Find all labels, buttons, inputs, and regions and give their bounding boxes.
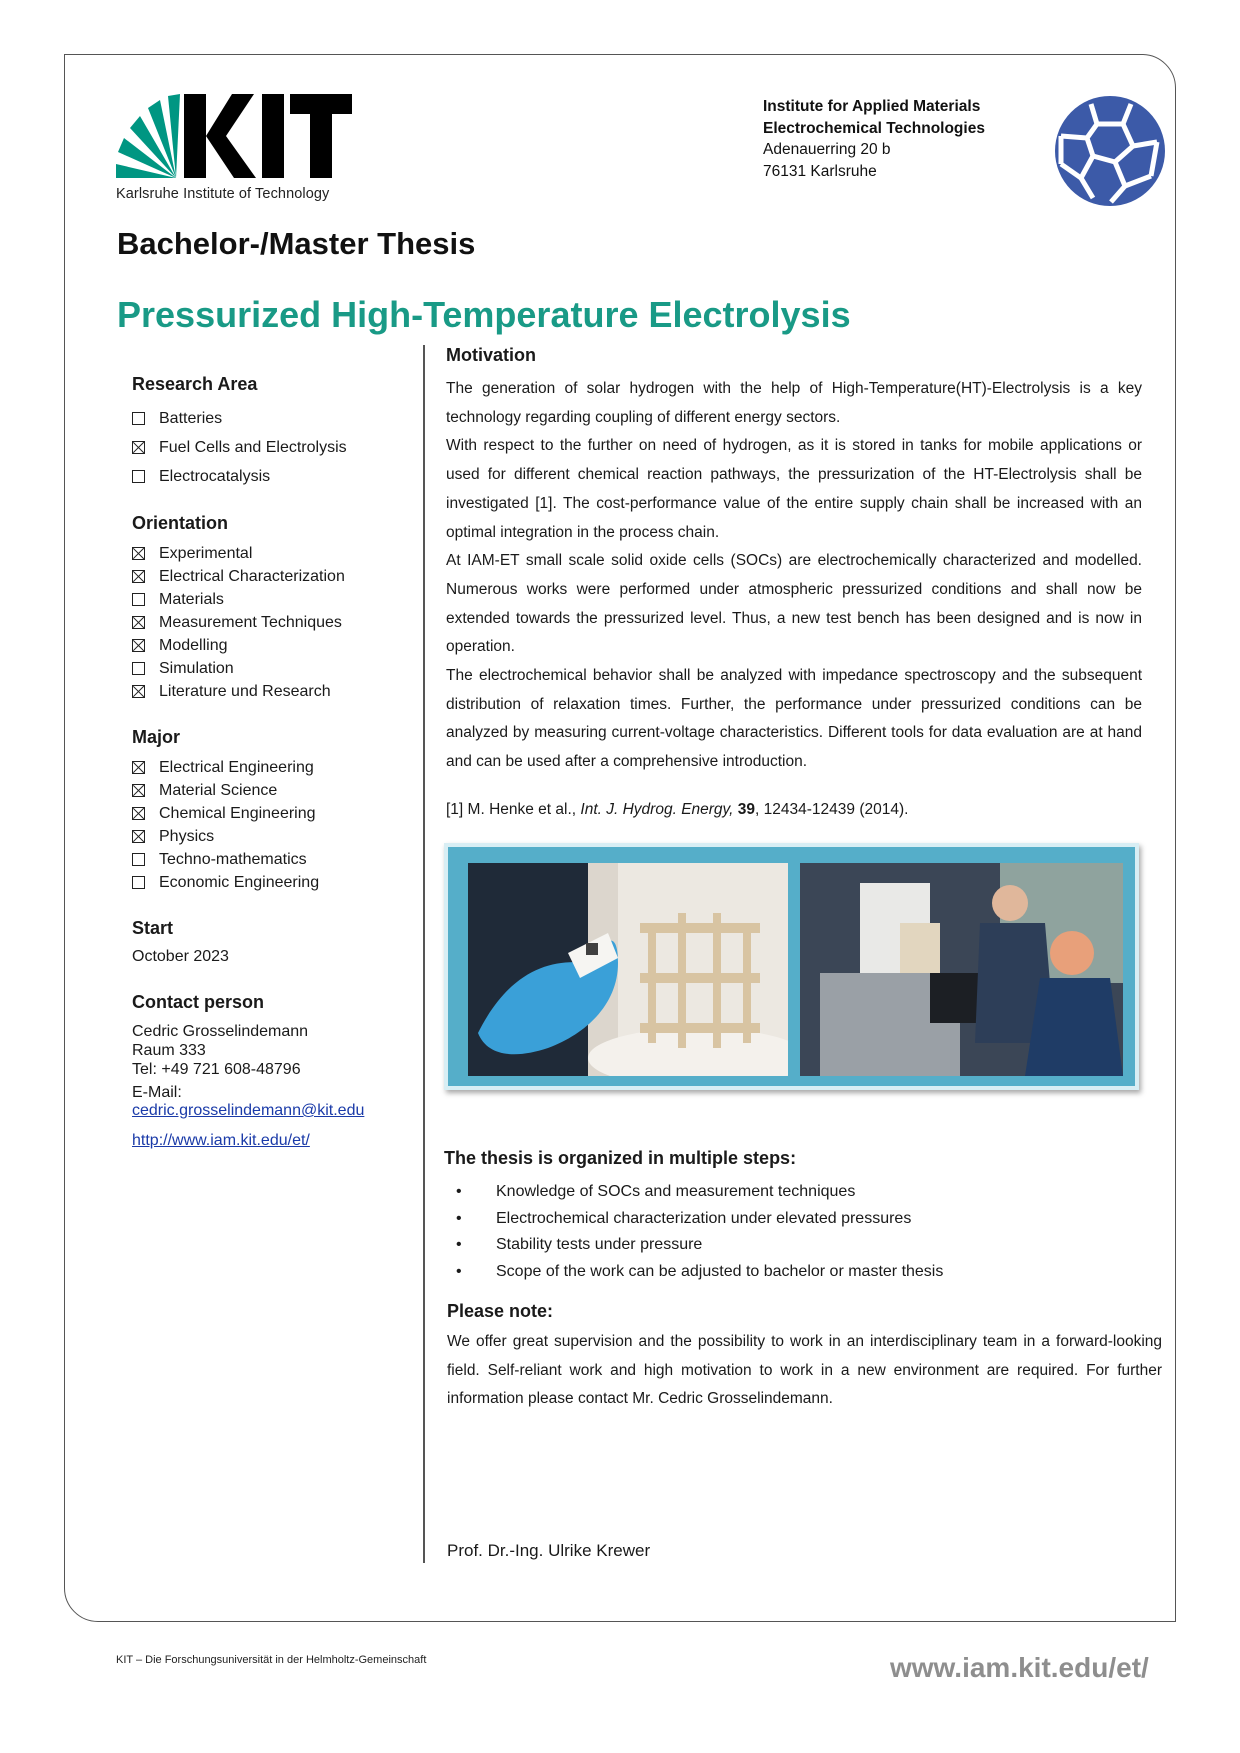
reference-authors: [1] M. Henke et al., [446, 800, 581, 818]
checkbox-checked [132, 784, 145, 797]
motivation-paragraph: With respect to the further on need of hydrogen, as it is stored in tanks for mobile applications or used for different chemical reaction pathways, the pressurization of the HT-Electrolysis shall be investigated [1]. The cost-performance value of the entire supply chain shall be increased with an optimal integration in the process chain. [446, 437, 1142, 541]
checkbox-label: Batteries [159, 409, 223, 427]
list-item [132, 588, 422, 611]
list-item: • Knowledge of SOCs and measurement techniques [444, 1179, 1140, 1206]
checkbox-checked [132, 685, 145, 698]
reference [446, 801, 1142, 819]
major-list [132, 756, 422, 894]
start-date: October 2023 [132, 948, 229, 965]
steps-section [444, 1148, 1140, 1286]
list-item [132, 680, 422, 703]
checkbox-label: Material Science [159, 781, 278, 799]
list-item [132, 462, 422, 491]
orientation-list [132, 542, 422, 703]
checkbox-label: Literature und Research [159, 682, 331, 700]
list-item: • Scope of the work can be adjusted to bachelor or master thesis [444, 1259, 1140, 1286]
motivation-paragraph: At IAM-ET small scale solid oxide cells (SOCs) are electrochemically characterized and modelled. Numerous works were performed under atmospheric pressurized conditions and shall now be extended towards the pressurized level. Thus, a new test bench has been designed and is now in operation. [446, 552, 1142, 656]
checkbox-unchecked [132, 662, 145, 675]
research-area-section [132, 374, 422, 491]
checkbox-label: Chemical Engineering [159, 804, 316, 822]
major-section [132, 727, 422, 894]
steps-title: The thesis is organized in multiple steps: [444, 1148, 797, 1168]
orientation-section [132, 513, 422, 703]
list-item [132, 871, 422, 894]
institute-department: Electrochemical Technologies [763, 119, 985, 137]
contact-name: Cedric Grosselindemann [132, 1023, 309, 1040]
orientation-title: Orientation [132, 513, 229, 533]
website-link[interactable]: http://www.iam.kit.edu/et/ [132, 1132, 310, 1149]
checkbox-label: Experimental [159, 544, 253, 562]
list-item [132, 565, 422, 588]
list-item [132, 433, 422, 462]
contact-title: Contact person [132, 992, 265, 1012]
list-item [132, 825, 422, 848]
note-section [447, 1301, 1162, 1414]
lab-photo [800, 863, 1123, 1076]
steps-list [444, 1179, 1140, 1286]
sample-photo [468, 863, 788, 1076]
research-area-list [132, 404, 422, 491]
email-label: E-Mail: [132, 1084, 182, 1101]
contact-room: Raum 333 [132, 1042, 206, 1059]
motivation-section [446, 345, 1142, 819]
list-item [132, 657, 422, 680]
motivation-title: Motivation [446, 345, 536, 365]
checkbox-unchecked [132, 876, 145, 889]
checkbox-checked [132, 639, 145, 652]
reference-volume: 39 [737, 800, 756, 818]
research-area-title: Research Area [132, 374, 258, 394]
checkbox-label: Measurement Techniques [159, 613, 342, 631]
start-section [132, 918, 422, 966]
column-divider [423, 345, 425, 1563]
list-item [132, 404, 422, 433]
footer-tagline: KIT – Die Forschungsuniversität in der Helmholtz-Gemeinschaft [116, 1654, 427, 1666]
list-item: • Stability tests under pressure [444, 1232, 1140, 1259]
checkbox-unchecked [132, 412, 145, 425]
checkbox-checked [132, 570, 145, 583]
checkbox-label: Electrical Engineering [159, 758, 314, 776]
checkbox-label: Materials [159, 590, 224, 608]
note-title: Please note: [447, 1301, 554, 1321]
checkbox-checked [132, 830, 145, 843]
institute-address [763, 96, 985, 182]
checkbox-label: Simulation [159, 659, 234, 677]
institute-city: 76131 Karlsruhe [763, 162, 877, 180]
checkbox-unchecked [132, 593, 145, 606]
checkbox-label: Economic Engineering [159, 873, 320, 891]
email-link[interactable]: cedric.grosselindemann@kit.edu [132, 1102, 365, 1119]
institute-street: Adenauerring 20 b [763, 141, 891, 158]
contact-section [132, 992, 422, 1150]
list-item [132, 779, 422, 802]
thesis-title: Pressurized High-Temperature Electrolysis [117, 294, 851, 335]
checkbox-label: Techno-mathematics [159, 850, 307, 868]
logo-subtitle: Karlsruhe Institute of Technology [116, 186, 330, 202]
footer-url[interactable]: www.iam.kit.edu/et/ [890, 1652, 1149, 1683]
checkbox-unchecked [132, 470, 145, 483]
list-item [132, 634, 422, 657]
institute-name: Institute for Applied Materials [763, 98, 981, 115]
start-title: Start [132, 918, 174, 938]
checkbox-label: Electrocatalysis [159, 467, 271, 485]
institute-emblem-icon [1053, 94, 1167, 208]
info-sidebar [132, 374, 422, 1150]
thesis-type: Bachelor-/Master Thesis [117, 226, 476, 261]
checkbox-checked [132, 807, 145, 820]
list-item [132, 611, 422, 634]
checkbox-unchecked [132, 853, 145, 866]
list-item [132, 542, 422, 565]
checkbox-checked [132, 761, 145, 774]
checkbox-checked [132, 547, 145, 560]
motivation-paragraph: The generation of solar hydrogen with the help of High-Temperature(HT)-Electrolysis is a key technology regarding coupling of different energy sectors. [446, 380, 1142, 426]
major-title: Major [132, 727, 181, 747]
checkbox-label: Physics [159, 827, 215, 845]
list-item [132, 756, 422, 779]
contact-phone: Tel: +49 721 608-48796 [132, 1061, 301, 1078]
checkbox-label: Fuel Cells and Electrolysis [159, 438, 347, 456]
list-item [132, 802, 422, 825]
note-text: We offer great supervision and the possibility to work in an interdisciplinary team in a forward-looking field. Self-reliant work and high motivation to work in a new environment are required. For further information please contact Mr. Cedric Grosselindemann. [447, 1333, 1162, 1408]
checkbox-checked [132, 441, 145, 454]
photo-collage [444, 843, 1139, 1090]
reference-pages: , 12434-12439 (2014). [755, 800, 909, 818]
reference-journal: Int. J. Hydrog. Energy, [580, 800, 734, 818]
checkbox-label: Electrical Characterization [159, 567, 345, 585]
checkbox-label: Modelling [159, 636, 228, 654]
checkbox-checked [132, 616, 145, 629]
list-item: • Electrochemical characterization under elevated pressures [444, 1206, 1140, 1233]
list-item [132, 848, 422, 871]
motivation-paragraph: The electrochemical behavior shall be analyzed with impedance spectroscopy and the subsequent distribution of relaxation times. Further, the performance under pressurized conditions can be analyzed by measuring current-voltage characteristics. Different tools for data evaluation are at hand and can be used after a comprehensive introduction. [446, 667, 1142, 771]
signature: Prof. Dr.-Ing. Ulrike Krewer [447, 1541, 651, 1560]
